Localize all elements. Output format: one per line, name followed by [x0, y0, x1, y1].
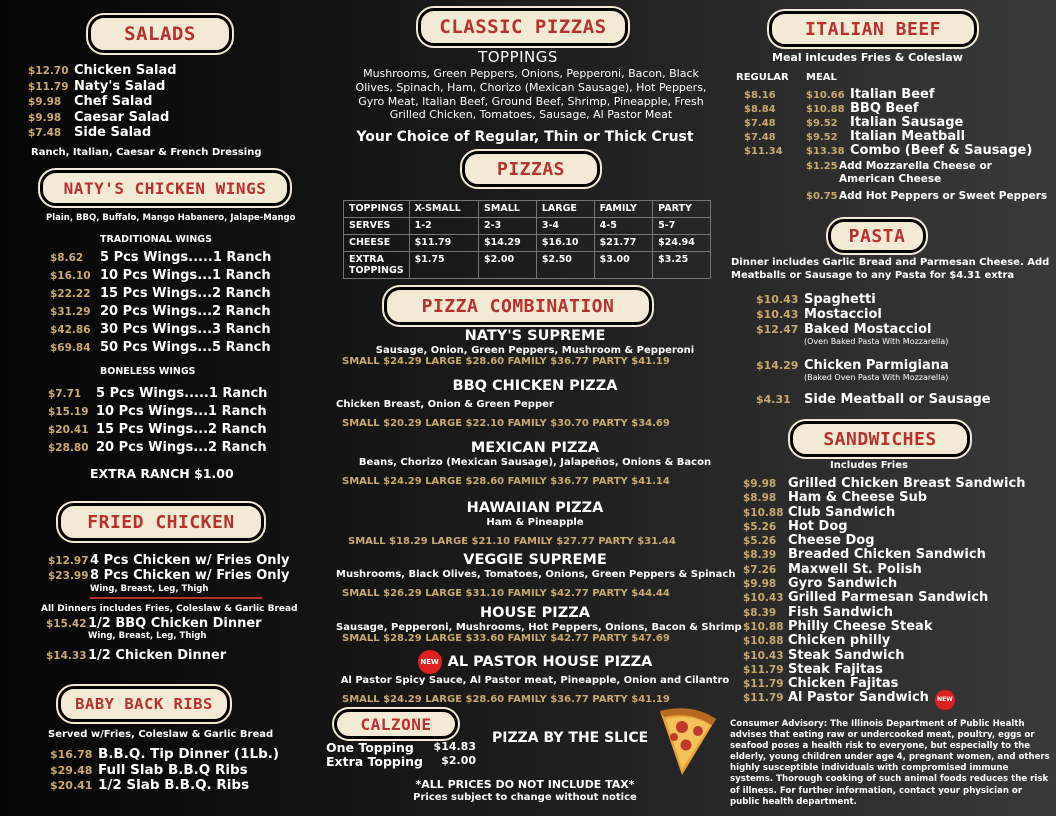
combination-desc: Al Pastor Spicy Sauce, Al Pastor meat, Pineapple, Onion and Cilantro — [340, 675, 730, 686]
item-name: 15 Pcs Wings...2 Ranch — [100, 286, 271, 301]
wings-traditional-list — [50, 250, 290, 358]
item-price: $10.88 — [743, 635, 784, 648]
item-subnote: Wing, Breast, Leg, Thigh — [88, 631, 207, 641]
item-price: $4.31 — [756, 393, 791, 406]
pizza-combination-heading: PIZZA COMBINATION — [384, 287, 652, 325]
item-price: $7.48 — [28, 127, 62, 139]
combination-title: NATY'S SUPREME — [464, 328, 606, 344]
menu-item — [48, 568, 298, 583]
sandwich-item — [743, 590, 1053, 604]
pizza-slice-icon — [652, 705, 720, 777]
sandwich-item — [743, 533, 1053, 547]
fried-chicken-heading: FRIED CHICKEN — [58, 503, 264, 541]
menu-item — [50, 340, 290, 358]
menu-item — [50, 304, 290, 322]
table-cell: LARGE — [536, 201, 594, 218]
item-name: Italian Beef — [850, 87, 935, 102]
tax-note: *ALL PRICES DO NOT INCLUDE TAX* — [415, 778, 635, 791]
combination-prices: SMALL $24.29 LARGE $28.60 FAMILY $36.77 PARTY $41.14 — [342, 476, 670, 487]
menu-item — [50, 286, 290, 304]
item-price: $22.22 — [50, 288, 91, 300]
salads-items — [28, 63, 288, 141]
regular-price: $7.48 — [744, 132, 776, 143]
sandwich-item — [743, 633, 1053, 647]
table-cell: $14.29 — [479, 235, 537, 252]
calzone-item — [326, 740, 476, 754]
item-name: 4 Pcs Chicken w/ Fries Only — [90, 553, 290, 568]
item-price: $9.98 — [743, 578, 777, 591]
item-name: Baked Mostacciol — [804, 322, 932, 337]
calzone-heading: CALZONE — [334, 709, 458, 739]
item-price: $10.88 — [743, 620, 784, 633]
table-cell: $16.10 — [536, 235, 594, 252]
regular-price: $8.84 — [744, 104, 776, 115]
item-name: Breaded Chicken Sandwich — [788, 547, 986, 563]
item-price: $12.70 — [28, 65, 69, 77]
combination-name — [336, 500, 734, 516]
item-price: $20.41 — [48, 424, 89, 436]
item-name: Fish Sandwich — [788, 604, 893, 620]
item-name: One Topping — [326, 740, 414, 755]
item-name: Hot Dog — [788, 518, 848, 534]
item-name: Grilled Chicken Breast Sandwich — [788, 476, 1026, 491]
table-cell: $24.94 — [653, 235, 711, 252]
combination-name — [336, 328, 734, 344]
pasta-list — [756, 292, 1046, 407]
table-row — [344, 218, 711, 235]
consumer-advisory: Consumer Advisory: The Illinois Department of Public Health advises that eating raw or undercooked meat, poultry, eggs or seafood poses a health risk to everyone, but especially to the elderly, young children under age 4, pregnant women, and others highly susceptible individuals with compromised immune systems. Thorough cooking of such animal foods reduces the risk of illness. For further information, contact your physician or public health department. — [730, 719, 1050, 807]
table-cell: 3-4 — [536, 218, 594, 235]
item-name: Ham & Cheese Sub — [788, 490, 928, 506]
item-price: $14.33 — [46, 650, 87, 662]
wings-traditional-label: TRADITIONAL WINGS — [100, 234, 212, 245]
item-price: $11.79 — [743, 663, 784, 676]
item-price: $8.62 — [50, 252, 84, 264]
combination-prices: SMALL $28.29 LARGE $33.60 FAMILY $42.77 PARTY $47.69 — [342, 633, 670, 644]
regular-price: $7.48 — [744, 118, 776, 129]
table-cell: PARTY — [653, 201, 711, 218]
sandwich-item — [743, 648, 1053, 662]
menu-item — [50, 746, 300, 762]
table-cell: 2-3 — [479, 218, 537, 235]
combination-title: HOUSE PIZZA — [480, 605, 590, 621]
pizza-by-slice: PIZZA BY THE SLICE — [492, 730, 649, 746]
fried-chicken-underline — [90, 597, 262, 599]
pasta-item — [756, 358, 1046, 373]
combination-desc: Beans, Chorizo (Mexican Sausage), Jalapeños, Onions & Bacon — [358, 457, 712, 468]
combination-prices: SMALL $24.29 LARGE $28.60 FAMILY $36.77 PARTY $41.19 — [342, 694, 670, 705]
item-name: 1/2 BBQ Chicken Dinner — [88, 616, 262, 631]
menu-item — [50, 268, 290, 286]
item-name: 8 Pcs Chicken w/ Fries Only — [90, 568, 290, 583]
combination-title: VEGGIE SUPREME — [463, 552, 607, 568]
combination-desc: Ham & Pineapple — [486, 517, 584, 528]
table-cell: $2.00 — [479, 252, 537, 279]
item-price: $7.26 — [743, 563, 777, 576]
sandwich-item — [743, 547, 1053, 561]
sandwich-item — [743, 476, 1053, 490]
table-cell: CHEESE — [344, 235, 410, 252]
table-cell: EXTRA TOPPINGS — [344, 252, 410, 279]
item-price: $12.97 — [48, 555, 89, 567]
pasta-item — [756, 307, 1046, 322]
item-price: $10.43 — [756, 293, 799, 306]
wings-flavors: Plain, BBQ, Buffalo, Mango Habanero, Jalape-Mango — [46, 213, 296, 223]
combination-title: AL PASTOR HOUSE PIZZA — [447, 654, 653, 670]
table-cell: $3.25 — [653, 252, 711, 279]
item-price: $10.43 — [743, 592, 784, 605]
item-name: 5 Pcs Wings.....1 Ranch — [100, 250, 272, 265]
sandwiches-heading: SANDWICHES — [790, 421, 970, 457]
sandwich-item — [743, 505, 1053, 519]
item-name: Naty's Salad — [74, 78, 166, 94]
menu-item — [48, 440, 288, 458]
item-price: $5.26 — [743, 535, 777, 548]
item-name: 5 Pcs Wings.....1 Ranch — [96, 386, 268, 401]
wings-heading: NATY'S CHICKEN WINGS — [40, 170, 290, 206]
item-price: $15.42 — [46, 618, 87, 630]
item-name: Extra Topping — [326, 754, 424, 769]
pasta-item — [756, 392, 1046, 407]
combination-title: BBQ CHICKEN PIZZA — [452, 378, 618, 394]
combination-item — [336, 605, 742, 644]
item-price: $7.71 — [48, 388, 82, 400]
addon-name: Add Hot Peppers or Sweet Peppers — [839, 190, 1048, 202]
table-cell: $3.00 — [594, 252, 652, 279]
combination-item — [336, 650, 734, 705]
beef-item — [744, 129, 1044, 143]
item-price: $8.39 — [743, 606, 777, 619]
item-name: Gyro Sandwich — [788, 576, 898, 592]
combination-title: HAWAIIAN PIZZA — [466, 500, 604, 516]
sandwich-item — [743, 676, 1053, 690]
combination-desc: Sausage, Pepperoni, Mushrooms, Hot Peppers, Onions, Bacon & Shrimp — [336, 622, 742, 633]
item-price: $2.00 — [441, 754, 476, 767]
ribs-note: Served w/Fries, Coleslaw & Garlic Bread — [48, 729, 274, 740]
wings-extra-ranch: EXTRA RANCH $1.00 — [90, 466, 234, 481]
table-cell: TOPPINGS — [344, 201, 410, 218]
pasta-item — [756, 292, 1046, 307]
item-name: 20 Pcs Wings...2 Ranch — [96, 440, 267, 455]
item-name: Philly Cheese Steak — [788, 618, 933, 634]
meal-price: $10.66 — [806, 90, 845, 101]
table-cell: SMALL — [479, 201, 537, 218]
menu-item — [48, 386, 288, 404]
item-name: 20 Pcs Wings...2 Ranch — [100, 304, 271, 319]
table-cell: X-SMALL — [409, 201, 478, 218]
beef-item — [744, 101, 1044, 115]
item-price: $10.43 — [743, 649, 784, 662]
regular-price: $8.16 — [744, 90, 776, 101]
item-name: Full Slab B.B.Q Ribs — [98, 761, 248, 778]
combination-item — [336, 500, 734, 547]
table-cell: 1-2 — [409, 218, 478, 235]
combination-item — [336, 328, 734, 367]
combination-name — [336, 552, 734, 568]
salads-dressing-note: Ranch, Italian, Caesar & French Dressing — [31, 146, 262, 158]
table-row — [344, 252, 711, 279]
menu-item — [28, 63, 288, 79]
addon-name: Add Mozzarella Cheese or American Cheese — [839, 160, 992, 185]
table-cell: SERVES — [344, 218, 410, 235]
combination-desc: Chicken Breast, Onion & Green Pepper — [336, 399, 554, 410]
menu-item — [48, 553, 298, 568]
menu-item — [28, 110, 288, 126]
sandwich-item — [743, 576, 1053, 590]
pasta-note: Dinner includes Garlic Bread and Parmesan Cheese. Add Meatballs or Sausage to any Pasta for $4.31 extra — [731, 257, 1050, 281]
item-name: Caesar Salad — [74, 109, 170, 125]
item-name: 15 Pcs Wings...2 Ranch — [96, 422, 267, 437]
beef-addon — [806, 190, 1051, 203]
item-name: Side Meatball or Sausage — [804, 392, 991, 407]
menu-item — [48, 422, 288, 440]
beef-item — [744, 87, 1044, 101]
item-name: Spaghetti — [804, 292, 876, 307]
combination-name — [336, 378, 734, 394]
price-change-note: Prices subject to change without notice — [413, 792, 637, 803]
item-name: Grilled Parmesan Sandwich — [788, 590, 989, 606]
item-price: $9.98 — [28, 111, 62, 124]
item-name: 50 Pcs Wings...5 Ranch — [100, 340, 271, 355]
table-cell: $11.79 — [409, 235, 478, 252]
item-price: $16.10 — [50, 270, 91, 282]
beef-col-meal: MEAL — [806, 72, 837, 83]
item-price: $12.47 — [756, 323, 799, 336]
beef-item — [744, 115, 1044, 129]
item-name: Side Salad — [74, 125, 152, 140]
fried-chicken-list — [48, 553, 298, 583]
menu-item — [50, 250, 290, 268]
sandwich-item — [743, 605, 1053, 619]
item-price: $10.43 — [756, 308, 799, 321]
regular-price: $11.34 — [744, 146, 783, 157]
combination-title: MEXICAN PIZZA — [470, 440, 600, 456]
item-price: $15.19 — [48, 406, 89, 418]
combination-prices: SMALL $24.29 LARGE $28.60 FAMILY $36.77 PARTY $41.19 — [342, 356, 670, 367]
item-name: Chicken Salad — [74, 63, 177, 78]
item-price: $16.78 — [50, 748, 93, 761]
calzone-list — [326, 740, 476, 768]
sandwich-item — [743, 490, 1053, 504]
table-row — [344, 201, 711, 218]
calzone-item — [326, 754, 476, 768]
fried-chicken-dinners-note: All Dinners includes Fries, Coleslaw & Garlic Bread — [41, 604, 298, 614]
addon-price: $1.25 — [806, 161, 838, 172]
table-row — [344, 235, 711, 252]
item-price: $5.26 — [743, 520, 777, 533]
toppings-label: TOPPINGS — [478, 48, 558, 66]
table-cell: $2.50 — [536, 252, 594, 279]
meal-price: $10.88 — [806, 104, 845, 115]
beef-addons — [806, 160, 1051, 203]
meal-price: $9.52 — [806, 132, 838, 143]
item-name: 1/2 Chicken Dinner — [88, 648, 227, 663]
dinner-item — [46, 616, 296, 631]
item-name: 10 Pcs Wings...1 Ranch — [100, 268, 271, 283]
fried-chicken-pieces-note: Wing, Breast, Leg, Thigh — [90, 584, 209, 594]
sandwich-item — [743, 690, 1053, 704]
classic-pizzas-heading: CLASSIC PIZZAS — [418, 8, 628, 46]
menu-item — [50, 762, 300, 778]
crust-choice: Your Choice of Regular, Thin or Thick Crust — [356, 129, 694, 145]
table-cell: $21.77 — [594, 235, 652, 252]
pizza-price-table — [343, 200, 711, 279]
table-cell: $1.75 — [409, 252, 478, 279]
menu-item — [28, 94, 288, 110]
item-price: $9.98 — [28, 96, 62, 108]
item-name: Steak Fajitas — [788, 661, 883, 677]
item-name: B.B.Q. Tip Dinner (1Lb.) — [98, 746, 280, 762]
combination-prices: SMALL $26.29 LARGE $31.10 FAMILY $42.77 PARTY $44.44 — [342, 588, 670, 599]
item-price: $29.48 — [50, 763, 93, 777]
item-subnote: (Oven Baked Pasta With Mozzarella) — [804, 337, 949, 346]
menu-item — [28, 125, 288, 141]
combination-prices: SMALL $18.29 LARGE $21.10 FAMILY $27.77 PARTY $31.44 — [348, 536, 676, 547]
ribs-list — [50, 746, 300, 793]
item-name: Maxwell St. Polish — [788, 561, 922, 577]
salads-list — [28, 63, 288, 158]
sandwiches-note: Includes Fries — [830, 460, 908, 471]
sandwiches-list — [743, 476, 1053, 705]
meal-price: $9.52 — [806, 118, 838, 129]
beef-list — [744, 87, 1044, 157]
combination-item — [336, 440, 734, 487]
sandwich-item — [743, 562, 1053, 576]
item-name: Italian Meatball — [850, 129, 966, 144]
item-price: $69.84 — [50, 342, 91, 354]
item-name: Chef Salad — [74, 94, 153, 109]
toppings-list: Mushrooms, Green Peppers, Onions, Pepperoni, Bacon, Black Olives, Spinach, Ham, Chorizo (Mexican Sausage), Hot Peppers, Gyro Meat, Italian Beef, Ground Beef, Shrimp, Pineapple, Fresh Grilled Chicken, Tomatoes, Sausage, Al Pastor Meat — [355, 67, 707, 122]
item-name: Cheese Dog — [788, 533, 875, 549]
item-price: $11.79 — [743, 678, 784, 691]
addon-price: $0.75 — [806, 191, 838, 202]
combination-name — [336, 650, 734, 674]
item-price: $28.80 — [48, 442, 89, 454]
beef-meal-note: Meal inlcudes Fries & Coleslaw — [772, 51, 963, 64]
beef-item — [744, 143, 1044, 157]
combination-prices: SMALL $20.29 LARGE $22.10 FAMILY $30.70 PARTY $34.69 — [342, 418, 670, 429]
wings-boneless-label: BONELESS WINGS — [100, 366, 196, 377]
beef-addon — [806, 160, 1051, 186]
item-name: Chicken philly — [788, 633, 891, 649]
item-price: $20.41 — [50, 779, 93, 792]
item-price: $31.29 — [50, 306, 91, 318]
item-price: $23.99 — [48, 570, 89, 582]
item-name: 1/2 Slab B.B.Q. Ribs — [98, 777, 250, 793]
item-price: $14.83 — [433, 740, 476, 753]
item-name: 10 Pcs Wings...1 Ranch — [96, 404, 267, 419]
item-name: Chicken Parmigiana — [804, 358, 949, 373]
ribs-heading: BABY BACK RIBS — [58, 686, 230, 722]
new-badge-icon: NEW — [935, 690, 955, 710]
italian-beef-heading: ITALIAN BEEF — [769, 11, 977, 47]
beef-col-regular: REGULAR — [736, 72, 789, 83]
table-cell: 5-7 — [653, 218, 711, 235]
sandwich-item — [743, 619, 1053, 633]
menu-item — [50, 777, 300, 793]
new-badge-icon: NEW — [418, 650, 442, 674]
combination-desc: Sausage, Onion, Green Peppers, Mushroom & Pepperoni — [375, 345, 695, 356]
dinner-item — [46, 648, 296, 663]
pizzas-heading: PIZZAS — [462, 151, 600, 187]
meal-price: $13.38 — [806, 146, 845, 157]
combination-item — [336, 552, 734, 599]
combination-name — [336, 440, 734, 456]
pasta-item — [756, 322, 1046, 337]
item-price: $8.98 — [743, 492, 777, 505]
combination-desc: Mushrooms, Black Olives, Tomatoes, Onions, Green Peppers & Spinach — [336, 569, 736, 580]
pasta-heading: PASTA — [828, 219, 926, 253]
menu-item — [28, 79, 288, 95]
item-price: $11.79 — [743, 692, 784, 705]
item-name: Combo (Beef & Sausage) — [850, 143, 1033, 158]
item-name: Italian Sausage — [850, 115, 964, 130]
combination-item — [336, 378, 734, 429]
salads-heading: SALADS — [88, 15, 232, 53]
item-name: 30 Pcs Wings...3 Ranch — [100, 322, 271, 337]
wings-boneless-list — [48, 386, 288, 458]
item-price: $9.98 — [743, 478, 777, 490]
item-name: Mostacciol — [804, 307, 882, 322]
item-price: $14.29 — [756, 359, 799, 372]
item-price: $10.88 — [743, 506, 784, 519]
fried-chicken-dinners-list — [46, 616, 296, 663]
item-name: Club Sandwich — [788, 504, 896, 520]
menu-item — [50, 322, 290, 340]
item-subnote: (Baked Oven Pasta With Mozzarella) — [804, 373, 949, 382]
sandwich-item — [743, 519, 1053, 533]
item-price: $42.86 — [50, 324, 91, 336]
menu-item — [48, 404, 288, 422]
item-name: Al Pastor Sandwich — [788, 690, 929, 706]
combination-name — [336, 605, 734, 621]
item-name: Chicken Fajitas — [788, 676, 899, 692]
item-price: $8.39 — [743, 549, 777, 562]
item-name: BBQ Beef — [850, 101, 919, 116]
item-price: $11.79 — [28, 80, 69, 93]
table-cell: FAMILY — [594, 201, 652, 218]
item-name: Steak Sandwich — [788, 647, 905, 663]
sandwich-item — [743, 662, 1053, 676]
table-cell: 4-5 — [594, 218, 652, 235]
